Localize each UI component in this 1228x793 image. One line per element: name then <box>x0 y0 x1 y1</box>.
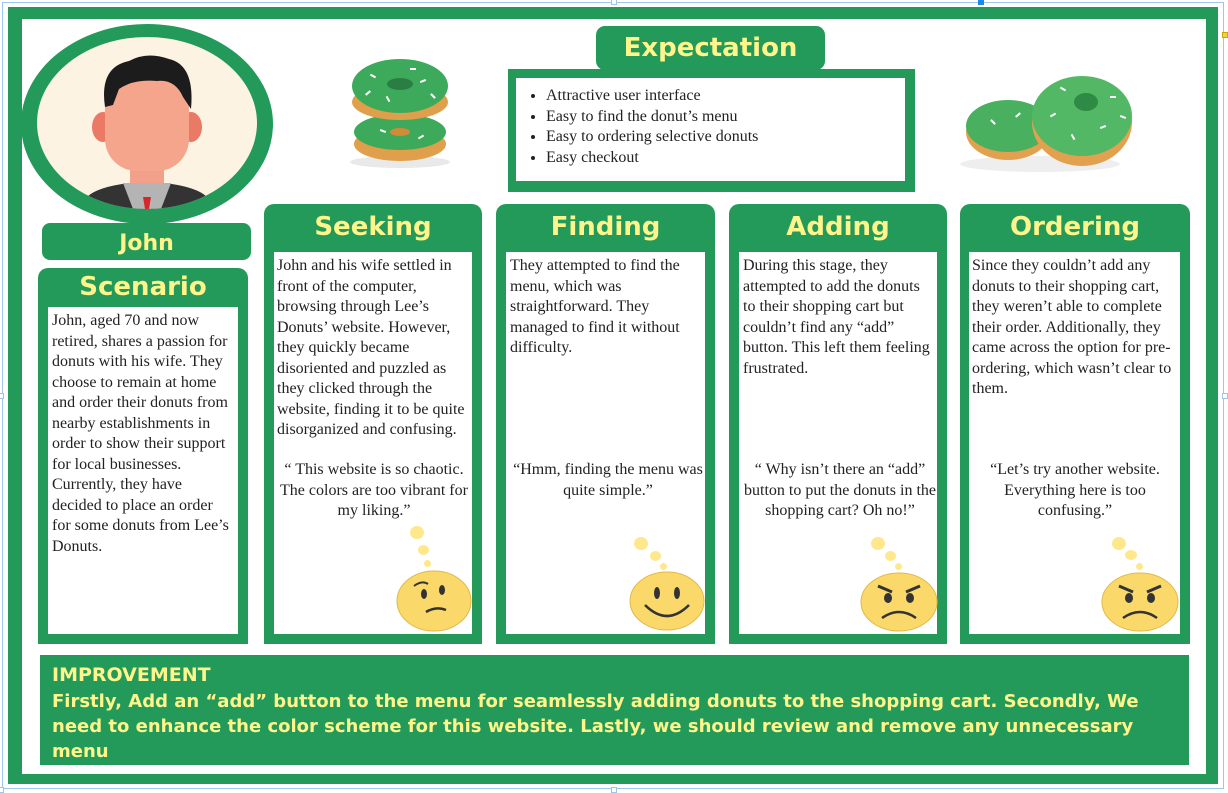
avatar <box>21 24 273 224</box>
stage-title: Finding <box>550 212 661 242</box>
thought-bubble-icon <box>885 551 896 561</box>
thought-bubble-icon <box>895 563 902 570</box>
thought-bubble-icon <box>424 560 431 567</box>
stage-title: Ordering <box>1009 212 1141 242</box>
scenario-text: John, aged 70 and now retired, shares a passion for donuts with his wife. They choose to remain at home and order their donuts from nearby establishments in order to show their support for local businesses. Currently, they have decided to place an order for some donuts from Lee’s Donuts. <box>48 307 238 634</box>
resize-handle-bottom-left[interactable] <box>0 787 4 793</box>
persona-name: John <box>119 231 174 256</box>
stage-text: Since they couldn’t add any donuts to their shopping cart, they weren’t able to complete their order. Additionally, they came across the option for pre-ordering, which wasn’t clear to them. <box>972 257 1172 397</box>
expectation-item: • Easy to find the donut’s menu <box>546 107 905 128</box>
stage-quote: “Hmm, finding the menu was quite simple.” <box>513 461 703 499</box>
thought-bubble-icon <box>660 563 667 570</box>
angry-face-icon <box>1101 572 1179 632</box>
resize-handle-top[interactable] <box>611 0 617 5</box>
expectation-list <box>516 86 905 168</box>
happy-face-icon <box>629 571 705 631</box>
resize-handle-bottom[interactable] <box>611 787 617 793</box>
expectation-list-panel <box>516 78 905 181</box>
resize-handle-right[interactable] <box>1222 393 1228 399</box>
thought-bubble-icon <box>634 537 648 550</box>
stage-quote: “Let’s try another website. Everything here is too confusing.” <box>990 461 1160 519</box>
expectation-item: • Easy checkout <box>546 148 905 169</box>
resize-handle-corner[interactable] <box>1222 32 1228 38</box>
improvement-text: Firstly, Add an “add” button to the menu for seamlessly adding donuts to the shopping cart. Secondly, We need to enhance the color scheme for this website. Lastly, we should review and remove any unnecessary menu <box>52 691 1139 762</box>
stacked-donuts-image <box>340 50 470 170</box>
scenario-title: Scenario <box>79 272 207 302</box>
resize-handle-top-right[interactable] <box>978 0 984 5</box>
stage-title: Seeking <box>314 212 432 242</box>
resize-handle-left[interactable] <box>0 393 4 399</box>
stage-title: Adding <box>786 212 890 242</box>
stage-text: During this stage, they attempted to add the donuts to their shopping cart but couldn’t find any “add” button. This left them feeling frustrated. <box>743 257 930 377</box>
thought-bubble-icon <box>410 526 424 539</box>
expectation-title: Expectation <box>623 33 798 63</box>
thought-bubble-icon <box>871 537 885 550</box>
stage-text: They attempted to find the menu, which was straightforward. They managed to find it without difficulty. <box>510 257 680 356</box>
thought-bubble-icon <box>1125 550 1137 560</box>
thought-bubble-icon <box>1136 563 1143 570</box>
pair-donuts-image <box>960 66 1140 176</box>
expectation-item: • Easy to ordering selective donuts <box>546 127 905 148</box>
angry-face-icon <box>860 572 938 632</box>
thought-bubble-icon <box>1112 537 1126 550</box>
stage-text: John and his wife settled in front of the computer, browsing through Lee’s Donuts’ website. However, they quickly became disoriented and puzzled as they clicked through the website, finding it to be quite disorganized and confusing. <box>277 257 465 438</box>
thought-bubble-icon <box>418 545 429 555</box>
stage-quote: “ Why isn’t there an “add” button to put the donuts in the shopping cart? Oh no!” <box>744 461 936 519</box>
stage-quote: “ This website is so chaotic. The colors are too vibrant for my liking.” <box>280 461 468 519</box>
improvement-title: IMPROVEMENT <box>52 664 211 686</box>
man-portrait-icon <box>37 37 257 209</box>
confused-face-icon <box>396 570 472 632</box>
thought-bubble-icon <box>650 551 661 561</box>
expectation-item: • Attractive user interface <box>546 86 905 107</box>
